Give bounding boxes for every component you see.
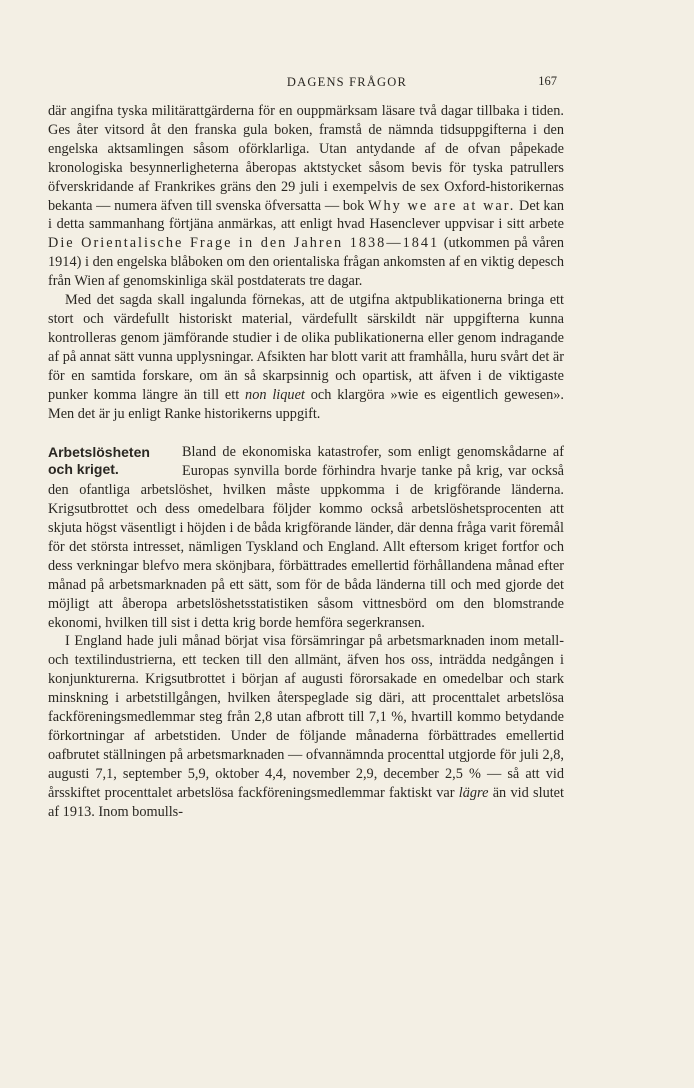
emphasis-lagre: lägre [458, 784, 489, 801]
page-header [0, 74, 694, 94]
section-unemployment [48, 443, 564, 821]
paragraph-2 [48, 291, 564, 423]
section-paragraph-2-text-a: I England hade juli månad börjat visa försämringar på arbetsmarknaden inom metall- och textilindustrierna, ett tecken till den allmänt, äfven hos oss, inträdda nedgången i konjunkturerna. Krigsutbrottet i början af augusti förorsakade en omedelbar och stark minskning i arbetstillgången, hvilken återspeglade sig däri, att procenttalet arbetslösa fackföreningsmedlemmar steg från 2,8 utan afbrott till 7,1 %, hvartill kommo betydande förkortningar af arbetstiden. Under de följande månaderna förbättrades emellertid oafbrutet ställningen på arbetsmarknaden — ofvannämnda procenttal utgjorde för juli 2,8, augusti 7,1, september 5,9, oktober 4,4, november 2,9, december 2,5 % — så att vid årsskiftet procenttalet arbetslösa fackföreningsmedlemmar faktiskt var [48, 633, 564, 801]
body-text [48, 102, 564, 822]
paragraph-2-text-a: Med det sagda skall ingalunda förnekas, att de utgifna aktpublikationerna bringa ett stort och värdefullt historiskt material, värdefullt särskildt när uppgifterna kunna kontrolleras genom jämförande studier i de olika publikationerna eller genom indragande af på annat sätt vunna upplysningar. Afsikten har blott varit att framhålla, huru svårt det är för en samtida forskare, om än så skarpsinnig och opartisk, att äfven i de viktigaste punker komma längre än till ett [48, 292, 564, 403]
section-heading: Arbetslösheten och kriget. [48, 444, 150, 478]
section-paragraph-2 [48, 632, 564, 821]
work-title: Die Orientalische Frage in den Jahren 1838—1841 [48, 235, 440, 252]
latin-phrase: non liquet [245, 386, 305, 403]
book-title: Why we are at war. [368, 197, 516, 214]
paragraph-2-text-b: och klargöra »wie es eigentlich gewesen». Men det är ju enligt Ranke historikerns uppgift. [48, 386, 564, 422]
paragraph-1-text-b: Det kan i detta sammanhang förtjäna anmärkas, att enligt hvad Hasenclever uppvisar i sitt arbete [48, 197, 565, 233]
section-paragraph-2-text-b: än vid slutet af 1913. Inom bomulls- [48, 784, 565, 820]
paragraph-1-text-c: (utkommen på våren 1914) i den engelska blåboken om den orientaliska frågan ankomsten af en viktig depesch från Wien af genomskinliga skäl postdaterats tre dagar. [48, 235, 564, 290]
paragraph-1 [48, 102, 564, 291]
running-head: DAGENS FRÅGOR [286, 75, 408, 89]
page-number: 167 [538, 74, 557, 88]
section-paragraph-1: Bland de ekonomiska katastrofer, som enligt genomskådarne af Europas synvilla borde förhindra hvarje tanke på krig, var också den ofantliga arbetslöshet, hvilken måste uppkomma i de krigförande länderna. Krigsutbrottet och dess omedelbara följder kommo också arbetslöshetsprocenten att skjuta högst väsentligt i höjden i de båda krigförande länder, där denna fråga varit föremål för det största intresset, nämligen Tyskland och England. Allt eftersom kriget fortfor och dess verkningar blefvo mera skönjbara, förbättrades emellertid förhållandena månad efter månad på arbetsmarknaden på ett sätt, som för de båda länderna till och med gjorde det möjligt att åberopa arbetslöshetsstatistiken såsom vittnesbörd om den blomstrande ekonomi, hvilken till sist i detta krig borde hemföra segerkransen. [48, 444, 564, 631]
paragraph-1-text-a: där angifna tyska militärattgärderna för en ouppmärksam läsare två dagar tillbaka i tiden. Ges åter vitsord åt den franska gula boken, framstå de nämnda tidsuppgifterna i den engelska aktsamlingen såsom oförklarliga. Utan antydande af de ofvan påpekade kronologiska besynnerligheterna åberopas aktstycket såsom bevis för tyska patrullers öfverskridande af Frankrikes gräns den 29 juli i exempelvis de sex Oxford-historikernas bekanta — numera äfven till svenska öfversatta — bok [48, 103, 564, 214]
